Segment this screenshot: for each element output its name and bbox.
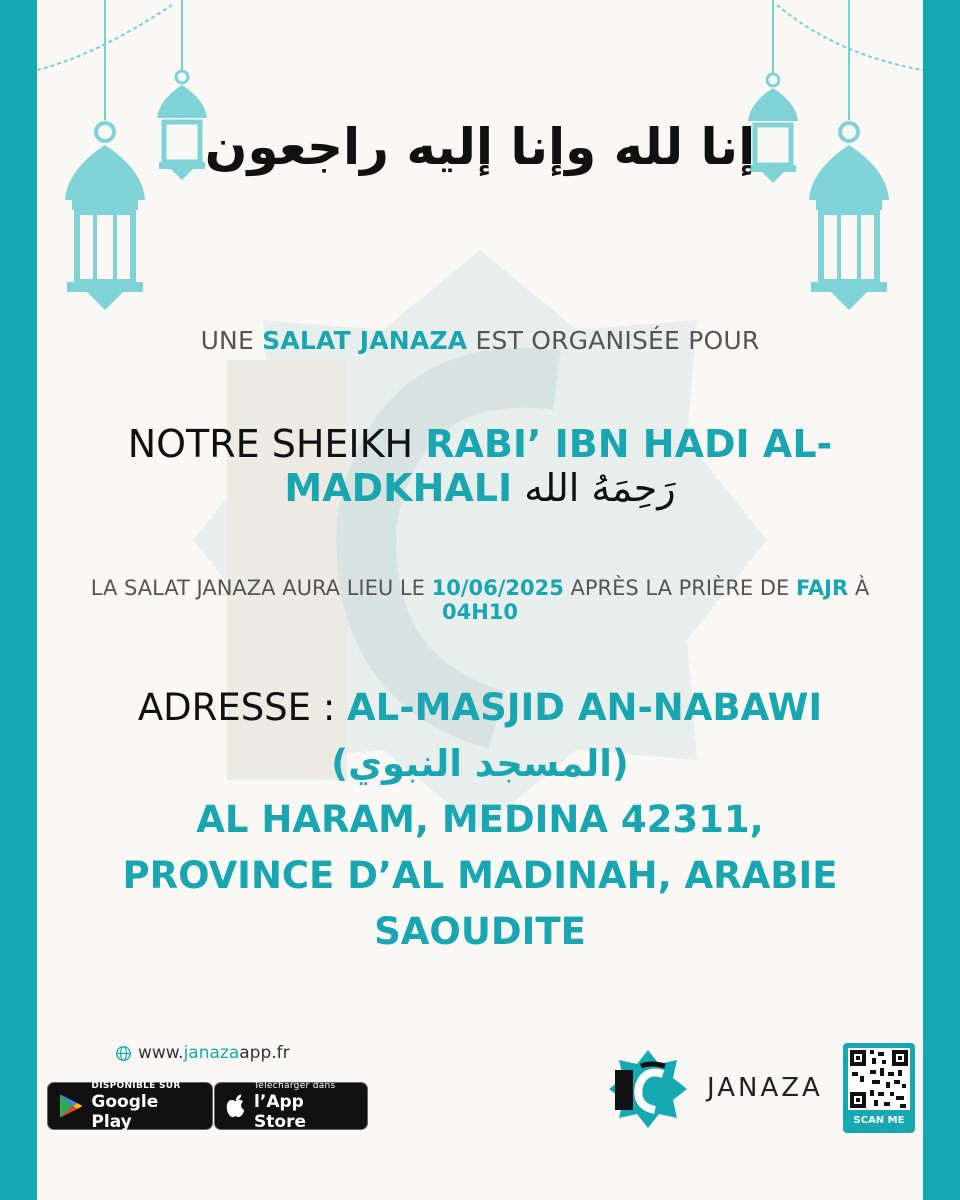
schedule-prefix: LA SALAT JANAZA AURA LIEU LE — [90, 576, 432, 600]
schedule-middle: APRÈS LA PRIÈRE DE — [563, 576, 796, 600]
address-label: ADRESSE : — [137, 686, 348, 729]
intro-prefix: UNE — [200, 326, 263, 355]
globe-icon — [115, 1045, 132, 1062]
schedule-line — [57, 576, 903, 624]
address-line2: PROVINCE D’AL MADINAH, ARABIE SAOUDITE — [122, 854, 838, 953]
schedule-date: 10/06/2025 — [431, 576, 564, 600]
deceased-name — [97, 422, 863, 510]
website-link[interactable] — [115, 1043, 290, 1063]
apple-icon — [225, 1093, 246, 1119]
intro-line — [37, 326, 923, 355]
announcement-card — [37, 0, 923, 1200]
google-play-icon — [58, 1092, 83, 1120]
google-play-badge[interactable] — [47, 1082, 213, 1130]
schedule-prayer-name: FAJR — [795, 576, 849, 600]
app-store-small-label: Télécharger dans — [254, 1080, 336, 1091]
address-block — [57, 680, 903, 960]
deceased-fullname: RABI’ IBN HADI AL-MADKHALI — [284, 422, 833, 510]
address-line1: AL HARAM, MEDINA 42311, — [196, 798, 764, 841]
deceased-prayer: رَحِمَهُ الله — [512, 466, 676, 510]
deceased-prefix: NOTRE SHEIKH — [127, 422, 426, 466]
google-play-small-label: DISPONIBLE SUR — [91, 1080, 181, 1091]
arabic-condolence-phrase: إنا لله وإنا إليه راجعون — [204, 118, 756, 176]
website-highlight: janaza — [183, 1043, 240, 1063]
schedule-time: 04H10 — [441, 600, 519, 624]
website-suffix: app.fr — [239, 1043, 290, 1063]
schedule-connector: À — [848, 576, 870, 600]
app-store-label: l’App Store — [254, 1091, 306, 1132]
intro-suffix: EST ORGANISÉE POUR — [467, 326, 760, 355]
google-play-label: Google Play — [91, 1091, 159, 1132]
app-store-badge[interactable] — [214, 1082, 368, 1130]
intro-highlight: SALAT JANAZA — [262, 326, 468, 355]
janaza-logo-icon — [607, 1048, 689, 1130]
address-mosque: AL-MASJID AN-NABAWI (المسجد النبوي) — [331, 686, 823, 785]
website-prefix: www. — [138, 1043, 184, 1063]
brand-name: JANAZA — [707, 1073, 823, 1103]
qr-code-icon — [848, 1048, 910, 1110]
qr-scan-label: SCAN ME — [853, 1115, 905, 1126]
qr-code[interactable] — [843, 1043, 915, 1133]
